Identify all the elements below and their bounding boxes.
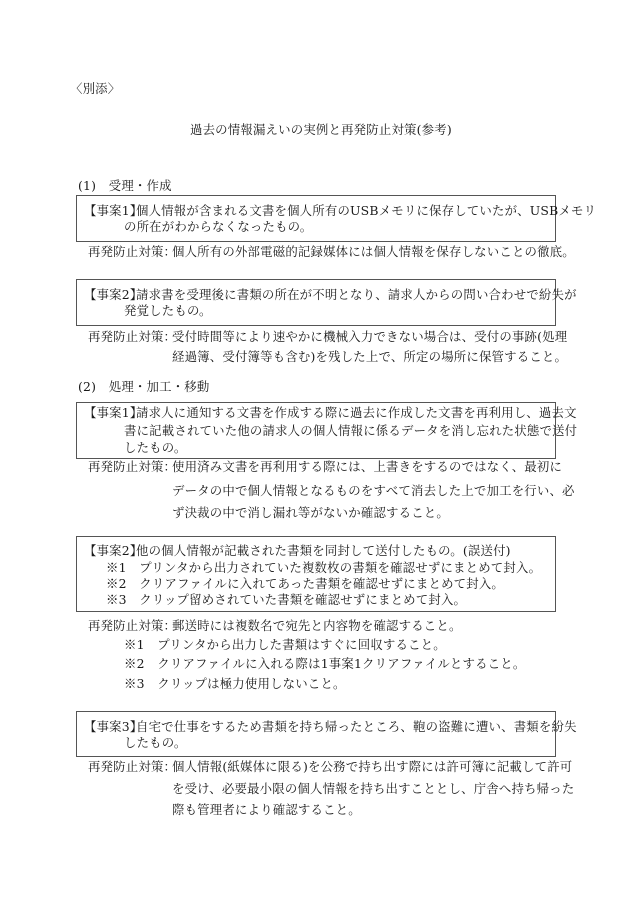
- case-label: 【事案2】: [84, 543, 143, 558]
- countermeasure-note: ※1 プリンタから出力した書類はすぐに回収すること。: [124, 637, 446, 652]
- countermeasure-label: 再発防止対策：: [88, 459, 177, 474]
- countermeasure-text: ず決裁の中で消し漏れ等がないか確認すること。: [172, 505, 449, 520]
- countermeasure-note: ※2 クリアファイルに入れる際は1事案1クリアファイルとすること。: [124, 656, 526, 671]
- case-text: 他の個人情報が記載された書類を同封して送付したもの。(誤送付): [136, 543, 511, 558]
- countermeasure-text: データの中で個人情報となるものをすべて消去した上で加工を行い、必: [172, 483, 575, 498]
- case-text: 書に記載されていた他の請求人の個人情報に係るデータを消し忘れた状態で送付: [124, 423, 578, 438]
- countermeasure-label: 再発防止対策：: [88, 244, 177, 259]
- countermeasure-text: 受付時間等により速やかに機械入力できない場合は、受付の事跡(処理: [172, 329, 568, 344]
- case-label: 【事案1】: [84, 405, 143, 420]
- case-text: 請求人に通知する文書を作成する際に過去に作成した文書を再利用し、過去文: [136, 405, 577, 420]
- countermeasure-text: 使用済み文書を再利用する際には、上書きをするのではなく、最初に: [172, 459, 563, 474]
- case-note: ※3 クリップ留めされていた書類を確認せずにまとめて封入。: [106, 592, 467, 607]
- case-label: 【事案3】: [84, 719, 143, 734]
- countermeasure-label: 再発防止対策：: [88, 618, 177, 633]
- countermeasure-text: 経過簿、受付簿等も含む)を残した上で、所定の場所に保管すること。: [172, 349, 568, 364]
- case-note: ※2 クリアファイルに入れてあった書類を確認せずにまとめて封入。: [106, 576, 505, 591]
- countermeasure-label: 再発防止対策：: [88, 759, 177, 774]
- section-heading: (1) 受理・作成: [78, 178, 172, 193]
- section-heading: (2) 処理・加工・移動: [78, 379, 210, 394]
- case-label: 【事案2】: [84, 287, 143, 302]
- countermeasure-note: ※3 クリップは極力使用しないこと。: [124, 676, 346, 691]
- countermeasure-text: を受け、必要最小限の個人情報を持ち出すこととし、庁舎へ持ち帰った: [172, 781, 575, 796]
- countermeasure-text: 郵送時には複数名で宛先と内容物を確認すること。: [172, 618, 462, 633]
- case-note: ※1 プリンタから出力されていた複数枚の書類を確認せずにまとめて封入。: [106, 560, 542, 575]
- case-text: 個人情報が含まれる文書を個人所有のUSBメモリに保存していたが、USBメモリ: [136, 203, 597, 218]
- case-text: したもの。: [124, 735, 187, 750]
- case-label: 【事案1】: [84, 203, 143, 218]
- case-text: 自宅で仕事をするため書類を持ち帰ったところ、鞄の盗難に遭い、書類を紛失: [136, 719, 577, 734]
- countermeasure-label: 再発防止対策：: [88, 329, 177, 344]
- case-text: したもの。: [124, 440, 187, 455]
- countermeasure-text: 際も管理者により確認すること。: [172, 802, 361, 817]
- attachment-label: 〈別添〉: [70, 81, 121, 96]
- case-text: の所在がわからなくなったもの。: [124, 219, 313, 234]
- case-text: 発覚したもの。: [124, 303, 212, 318]
- page-title: 過去の情報漏えいの実例と再発防止対策(参考): [190, 122, 452, 137]
- case-text: 請求書を受理後に書類の所在が不明となり、請求人からの問い合わせで紛失が: [136, 287, 577, 302]
- countermeasure-text: 個人情報(紙媒体に限る)を公務で持ち出す際には許可簿に記載して許可: [172, 759, 573, 774]
- countermeasure-text: 個人所有の外部電磁的記録媒体には個人情報を保存しないことの徹底。: [172, 244, 575, 259]
